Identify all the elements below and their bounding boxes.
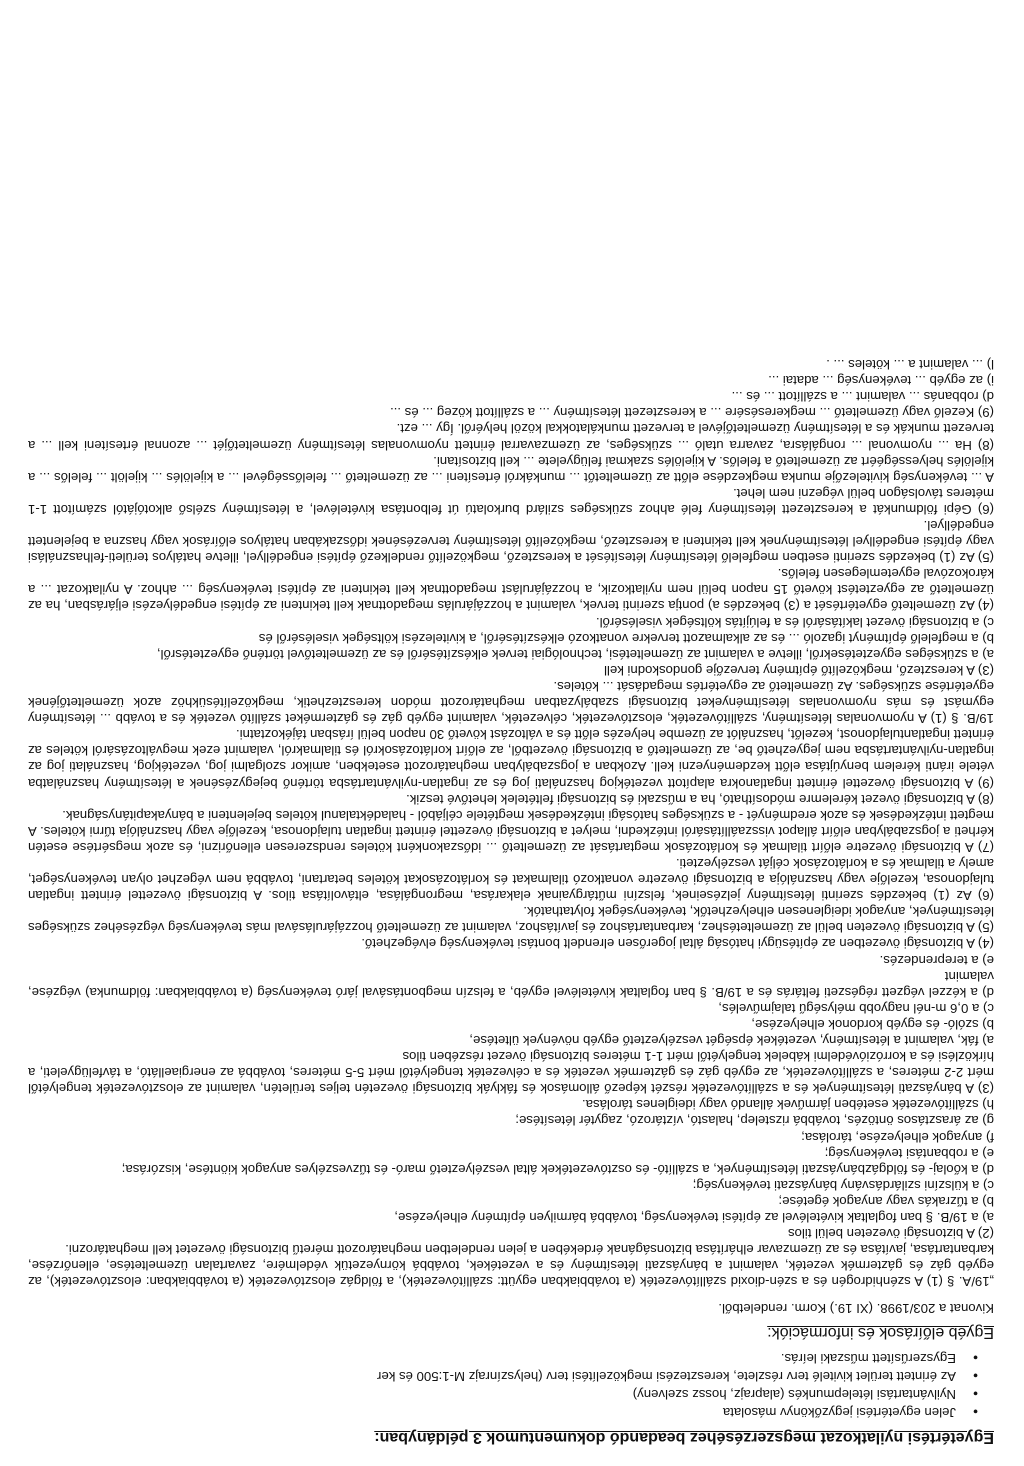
- paragraph: g) az árasztásos öntözés, továbbá rizstelep, halastó, víztározó, zagytér létesítése;: [515, 1113, 994, 1129]
- paragraph: „19/A. § (1) A szénhidrogén és a szén-dioxid szállítóvezeték (a továbbiakban együtt: szállítóvezeték), a földgáz elosztóvezeték (a továbbiakban: elosztóvezeték), az egyéb gáz és gáztermék vezeték, valamint a bányászati létesítmény és a vezetékek, továbbá környezetük védelmére, zavartalan üzemeltetése, ellenőrzése, karbantartása, javítása és az üzemzavar elhárítása biztonságának érdekében a jelen rendeletben meghatározott méretű biztonsági övezetet kell meghatározni.: [28, 1242, 994, 1290]
- paragraph: (6) Gépi földmunkát a keresztezett létesítmény felé ahhoz szükséges szilárd burkolatú út felbontása kivételével, a létesítmény szélső alkotójától számított 1-1 méteres távolságon belül végezni nem lehet.: [28, 485, 994, 517]
- list-item: • Jelen egyetértési jegyzőkönyv másolata: [28, 1404, 956, 1420]
- excerpt-title: Kivonat a 203/1998. (XI 19.) Korm. rendeletből.: [718, 1300, 994, 1316]
- paragraph: (2) A biztonsági övezeten belül tilos: [788, 1226, 994, 1242]
- regulation-text: [28, 356, 994, 1289]
- paragraph: (5) Az (1) bekezdés szerinti esetben megfelelő létesítmény létesítését a keresztező, megközelítő rendelkező építési engedéllyel, illetve hatályos területi-felhasználási vagy építési engedéllyel létesítménynek kell tekinteni a keresztező, megközelítő létesítmény tervezésének időszakában hatályos előírások vagy haszna a bejelentett engedéllyel.: [28, 518, 994, 566]
- paragraph: A ... tevékenység kivitelezője munka megkezdése előtt az üzemeltetőt ... munkákról értesíteni ... az üzemeltető ... felelősségével ... a kijelölés ... kijelölt ... felelős ... a kijelölés helyességéért az üzemeltető a felelős. A kijelölés szakmai felügyelete ... kell biztosítani.: [28, 453, 994, 485]
- paragraph: a) a szükséges egyeztetésekről, illetve a valamint az üzemeltetési, technológiai tervek elkészítéséről és az üzemeltetővel történő egyeztetésről,: [156, 646, 994, 662]
- paragraph: c) a biztonsági övezet lakításáról és a felújítás költségek viseléséről.: [595, 614, 994, 630]
- paragraph: (4) A biztonsági övezetben az építésügyi hatóság által jogerősen elrendelt bontási tevékenység elvégezhető.: [361, 936, 994, 952]
- paragraph: d) robbanás ... valamint ... a szállított ... és ...: [731, 389, 994, 405]
- required-documents-list: [28, 1350, 994, 1420]
- paragraph: (4) Az üzemeltető egyetértését a (3) bekezdés a) pontja szerinti tervek, valamint a hozzájárulás megadottnak kell tekinteni az építési engedélyezési eljárásban, ha az üzemeltető az egyeztetést követő 15 napon belül nem nyilatkozik, a hozzájárulást megadottnak kell tekinteni az építési tevékenység ... ahhoz. A nyilatkozat ... a károkozóval egyetemlegesen felelős.: [28, 566, 994, 614]
- paragraph: (3) A bányászati létesítmények és a szállítóvezeték részét képező állomások és fáklyák biztonsági övezetén teljes területén, valamint az elosztóvezeték tengelyétől mért 2-2 méteres, a szállítóvezeték, az egyéb gáz és gáztermék vezeték és a célvezeték tengelyétől mért 5-5 méteres, továbbá az energiaellátó, a távfelügyeleti, a hírközlési és a korrózióvédelmi kábelek tengelyétől mért 1-1 méteres biztonsági övezet részében tilos: [28, 1049, 994, 1097]
- paragraph: (6) Az (1) bekezdés szerinti létesítmény jelzéseinek, felszíni műtárgyainak elakarása, megrongálása, eltávolítása tilos. A biztonsági övezettel érintett ingatlan tulajdonosa, kezelője vagy használója a biztonsági övezetre vonatkozó tilalmakat és korlátozásokat köteles betartani, továbbá nem végezhet olyan tevékenységet, amely a tilalmak és a korlátozások célját veszélyezteti.: [28, 856, 994, 904]
- paragraph: (9) A biztonsági övezettel érintett ingatlanokra alapított vezetékjog használati jog és az ingatlan-nyilvántartásba történő bejegyzésének a létesítmény használatba vétele iránti kérelem benyújtása előtt kezdeményezni kell. Azokban a jogszabályban meghatározott esetekben, amikor szolgalmi jog, vezetékjog, használati jog az ingatlan-nyilvántartásba nem jegyezhető be, az üzemeltető a biztonsági övezetből, az előírt korlátozásokról és tilalmakról, valamint ezek megváltozásáról köteles az érintett ingatlantulajdonost, kezelőt, használót az üzembe helyezés előtt és a változást követő 30 napon belül írásban tájékoztatni.: [28, 727, 994, 791]
- paragraph: b) szóló- és egyéb kordonok elhelyezése,: [751, 1016, 994, 1032]
- paragraph: a) fák, valamint a létesítmény, vezetékek épségét veszélyeztető egyéb növények ültetése,: [469, 1033, 994, 1049]
- paragraph: d) a kézzel végzett régészeti feltárás és a 19/B. § ban foglaltak kivételével egyéb, a felszín megbontásával járó tevékenység (a továbbiakban: földmunka) végzése, valamint: [28, 968, 994, 1000]
- list-item: • Egyszerűsített műszaki leírás.: [28, 1350, 956, 1366]
- paragraph: 19/B. § (1) A nyomvonalas létesítmény, szállítóvezeték, elosztóvezeték, célvezeték, valamint egyéb gáz és gázterméket szállító vezeték és a tovább ... létesítmény egymást és más nyomvonalas létesítményeket biztonsági szabályzatban meghatározott módon keresztezhetik, megközelítésükhöz azok üzemeltetőjének egyetértése szükséges. Az üzemeltető az egyetértés megadását ... köteles.: [28, 678, 994, 727]
- paragraph: f) anyagok elhelyezése, tárolása;: [801, 1129, 994, 1145]
- document-heading-text: Egyetértési nyilatkozat megszerzéséhez beadandó dokumentumok 3 példányban:: [374, 1429, 994, 1446]
- paragraph: l) ... valamint a ... köteles ... .: [826, 357, 994, 373]
- paragraph: (8) A biztonsági övezet kérelemre módosítható, ha a műszaki és biztonsági feltételek lehetővé teszik.: [406, 791, 994, 807]
- list-item: • Az érintett terület kivitelé terv részlete, keresztezési megközelítési terv (helyszínrajz M-1:500 és ker: [28, 1368, 956, 1384]
- section-heading: Egyéb előírások és információk:: [767, 1323, 994, 1341]
- document-heading: [28, 1426, 994, 1448]
- paragraph: e) a tereprendezés.: [879, 952, 994, 968]
- paragraph: a) a 19/B. § ban foglaltak kivételével az építési tevékenység, továbbá bármilyen építmény elhelyezése,: [394, 1210, 994, 1226]
- paragraph: c) a külszíni szilárdásvány bányászati tevékenység;: [692, 1177, 994, 1193]
- list-item: • Nyilvántartási lételepmunkés (alaprajz, hossz szelveny): [28, 1386, 956, 1402]
- paragraph: b) a tűzrakás vagy anyagok égetése;: [778, 1193, 994, 1209]
- paragraph: (8) Ha ... nyomvonal ... rongálásra, zavarra utaló ... szükséges, az üzemzavarral érintett nyomvonalas létesítmény üzemeltetőjét ... azonnal értesíteni kell ... a tervezett munkák és a létesítmény üzemeltetőjével a tervezett munkálatokkal közöl helyéről. Így ... ezt.: [28, 421, 994, 453]
- paragraph: b) a megfelelő építményt igazoló ... és az alkalmazott tervekre vonatkozó elkészítéséről, a kivitelezési költségek viseléséről és: [258, 630, 994, 646]
- paragraph: (3) A keresztező, megközelítő építmény tervezője gondoskodni kell: [604, 662, 994, 678]
- paragraph: h) szállítóvezeték esetében járművek állandó vagy ideiglenes tárolása.: [582, 1097, 994, 1113]
- paragraph: (7) A biztonsági övezetre előírt tilalmak és korlátozások megtartását az üzemeltető ... időszakonként köteles rendszeresen ellenőrizni, és azok megsértése esetén kérheti a jogszabályban előírt állapot visszaállításáról intézkedni, melyet a biztonsági övezettel érintett ingatlan tulajdonosa, kezelője vagy használója tűrni köteles. A megtett intézkedések és azok eredményét - a szükséges hatósági intézkedések megtétele céljából - haladéktalanul köteles bejelenteni a bányakapitányságnak.: [28, 807, 994, 855]
- paragraph: c) a 0,6 m-nél nagyobb mélységű talajművelés,: [718, 1000, 994, 1016]
- paragraph: e) a robbantási tevékenység;: [824, 1145, 994, 1161]
- paragraph: (5) A biztonsági övezeten belül az üzemeltetéshez, karbantartáshoz és javításhoz, valamint az üzemeltető hozzájárulásával más tevékenység végzéséhez szükséges létesítmények, anyagok ideiglenesen elhelyezhetők, tevékenységek folytathatók.: [28, 904, 994, 936]
- paragraph: (9) Kezelő vagy üzemeltető ... megkeresésére ... a keresztezett létesítmény ... a szállított közeg ... és ...: [390, 405, 994, 421]
- paragraph: i) az egyéb ... tevékenység ... adatai ...: [768, 373, 994, 389]
- paragraph: d) a kőolaj- és földgázbányászati létesítmények, a szállító- és osztóvezetékek által veszélyeztető maró- és tűzveszélyes anyagok kiöntése, kiszórása;: [121, 1161, 994, 1177]
